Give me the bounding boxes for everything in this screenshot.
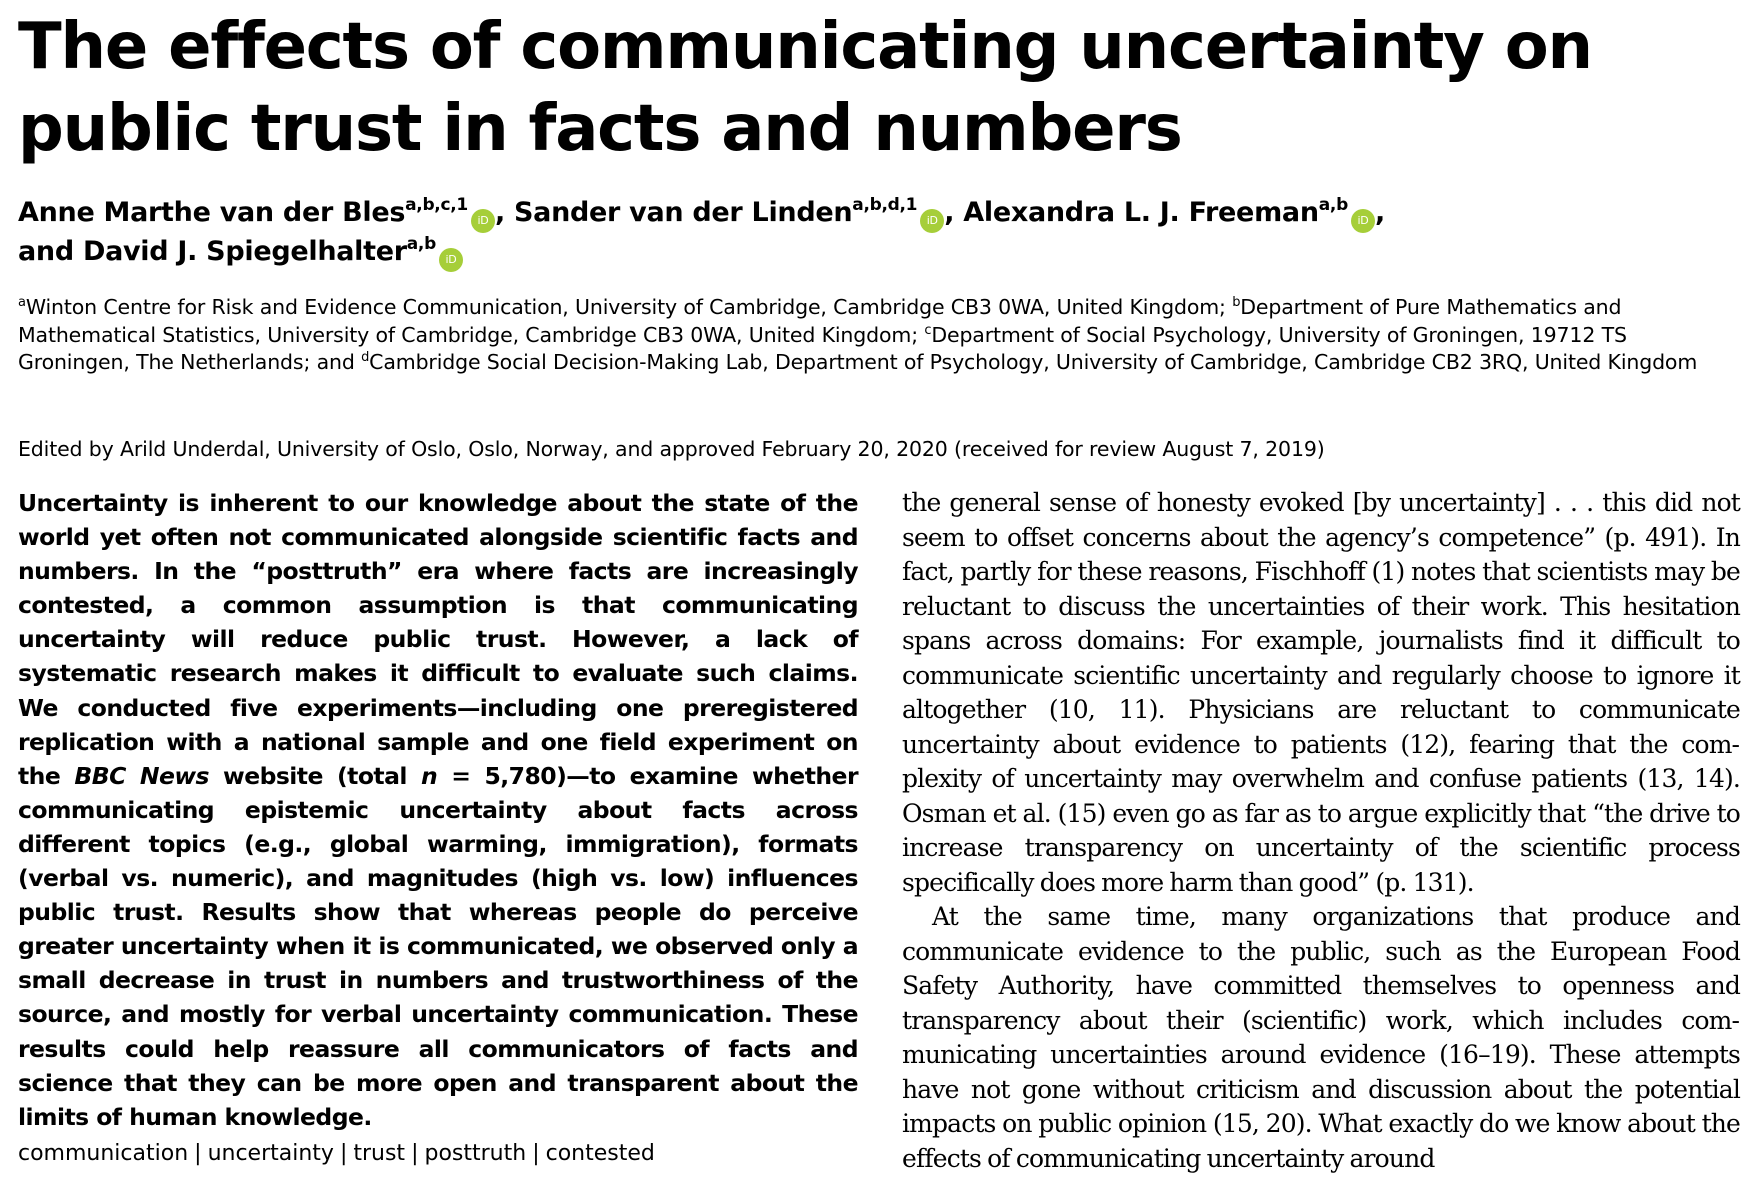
abstract <box>18 486 858 1134</box>
author-name[interactable]: Anne Marthe van der Bles <box>18 197 406 228</box>
abstract-text: website (total <box>208 761 421 790</box>
author-line-2 <box>18 233 1738 272</box>
author-name[interactable]: and David J. Spiegelhalter <box>18 236 407 267</box>
affiliation-mark: d <box>361 350 370 365</box>
abstract-italic-source: BBC News <box>74 761 209 790</box>
body-paragraph: At the same time, many organizations that produce and communicate evidence to the public, such as the European Food Safety Authority, have committed themselves to openness and transparency about their (scientific) work, which includes communicating uncertainties around evidence (16–19). These attempts have not gone without criticism and discussion about the potential impacts on public opinion (15, 20). What exactly do we know about the effects of communicating uncertainty around <box>902 902 1740 1173</box>
affiliation-text: Department of Pure Mathematics and Mathematical Statistics, University of Cambridge, Cambridge CB3 0WA, United Kingdom; <box>18 295 1622 347</box>
author-affiliation-marks: a,b,d,1 <box>852 195 918 215</box>
author-affiliation-marks: a,b <box>406 234 436 254</box>
affiliation-text: Cambridge Social Decision-Making Lab, Department of Psychology, University of Cambridge, Cambridge CB2 3RQ, United Kingdom <box>369 350 1698 374</box>
keyword[interactable]: posttruth <box>424 1141 527 1166</box>
affiliation-text: Department of Social Psychology, University of Groningen, 19712 TS Groningen, The Netherlands; and <box>18 322 1627 374</box>
keyword[interactable]: communication <box>18 1141 189 1166</box>
author-list <box>18 194 1738 272</box>
keyword-separator: | <box>339 1141 348 1166</box>
body-paragraph: the general sense of honesty evoked [by uncertainty] . . . this did not seem to offset concerns about the agency’s competence” (p. 491). In fact, partly for these reasons, Fischhoff (1) notes that scientists may be reluctant to discuss the uncertainties of their work. This hesitation spans across domains: For example, journalists find it difficult to communicate scientific uncertainty and regularly choose to ignore it altogether (10, 11). Physicians are reluctant to communicate uncertainty about evidence to patients (12), fearing that the complexity of uncertainty may overwhelm and confuse patients (13, 14). Osman et al. (15) even go as far as to argue explicitly that “the drive to increase transparency on uncertainty of the scientific process specifically does more harm than good” (p. 131). <box>902 488 1740 897</box>
orcid-icon[interactable]: iD <box>439 248 463 272</box>
keywords <box>18 1139 858 1169</box>
abstract-text: Uncertainty is inherent to our knowledge about the state of the world yet often not communicated alongside scientific facts and numbers. In the “posttruth” era where facts are increasingly contested, a common assumption is that communicating uncertainty will reduce public trust. However, a lack of systematic research makes it difficult to evaluate such claims. We conducted five experiments—including one preregistered replication with a national sample and one field experiment on the <box>18 489 858 790</box>
keyword[interactable]: trust <box>353 1141 406 1166</box>
orcid-icon[interactable]: iD <box>920 209 944 233</box>
abstract-italic-n: n <box>421 761 438 790</box>
orcid-icon[interactable]: iD <box>1351 209 1375 233</box>
author-line-1 <box>18 194 1738 233</box>
orcid-icon[interactable]: iD <box>471 209 495 233</box>
author-affiliation-marks: a,b <box>1318 195 1348 215</box>
edited-by-line: Edited by Arild Underdal, University of Oslo, Oslo, Norway, and approved February 20, 2020 (received for review August 7, 2019) <box>18 437 1325 461</box>
article-title: The effects of communicating uncertainty on public trust in facts and numbers <box>18 10 1592 166</box>
affiliation-mark: b <box>1232 295 1241 310</box>
author-name[interactable]: Sander van der Linden <box>514 197 853 228</box>
body-text-column <box>902 486 1740 1176</box>
keyword-separator: | <box>194 1141 202 1166</box>
affiliation-mark: c <box>924 322 932 338</box>
keyword[interactable]: uncertainty <box>207 1141 334 1166</box>
author-separator: , <box>944 197 964 228</box>
keyword-separator: | <box>532 1141 540 1166</box>
abstract-text: = 5,780)—to examine whether communicating epistemic uncertainty about facts across different topics (e.g., global warming, immigration), formats (verbal vs. numeric), and magnitudes (high vs. low) influences public trust. Results show that whereas people do perceive greater uncertainty when it is communicated, we observed only a small decrease in trust in numbers and trustworthiness of the source, and mostly for verbal uncertainty communication. These results could help reassure all communicators of facts and science that they can be more open and transparent about the limits of human knowledge. <box>18 761 858 1131</box>
keyword-separator: | <box>411 1141 419 1166</box>
affiliation-mark: a <box>18 295 26 310</box>
author-affiliation-marks: a,b,c,1 <box>405 195 468 215</box>
author-separator: , <box>1374 197 1385 228</box>
author-separator: , <box>494 197 514 228</box>
affiliation-text: Winton Centre for Risk and Evidence Communication, University of Cambridge, Cambridge CB3 0WA, United Kingdom; <box>25 295 1233 319</box>
author-name[interactable]: Alexandra L. J. Freeman <box>963 197 1319 228</box>
affiliations <box>18 294 1738 377</box>
keyword[interactable]: contested <box>545 1141 655 1166</box>
